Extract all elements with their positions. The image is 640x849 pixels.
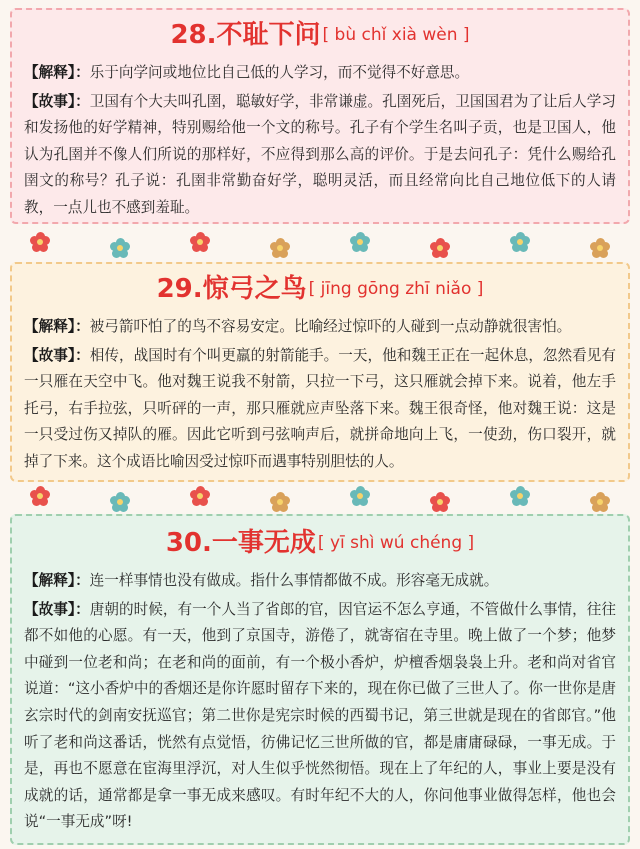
story-label: 【故事】： [24, 92, 90, 110]
idiom-title-28 [24, 22, 616, 60]
idiom-card-30 [10, 514, 630, 845]
explanation-label: 【解释】： [24, 64, 90, 81]
flower-decoration-icon [430, 238, 450, 258]
flower-decoration-icon [430, 492, 450, 512]
flower-decoration-icon [110, 492, 130, 512]
idiom-title-text: 28.不耻下问 [170, 20, 321, 50]
explanation-text: 乐于向学问或地位比自己低的人学习，而不觉得不好意思。 [89, 64, 470, 81]
idiom-story [24, 343, 616, 476]
explanation-label: 【解释】： [24, 318, 90, 335]
flower-decoration-icon [510, 232, 530, 252]
story-text: 卫国有个大夫叫孔圉，聪敏好学，非常谦虚。孔圉死后，卫国国君为了让后人学习和发扬他的好学精神，特别赐给他一个文的称号。孔子有个学生名叫子贡，也是卫国人，他认为孔圉并不像人们所说的那样好，不应得到那么高的评价。于是去问孔子：凭什么赐给孔圉文的称号？孔子说：孔圉非常勤奋好学，聪明灵活，而且经常向比自己地位低下的人请教，一点儿也不感到羞耻。 [24, 92, 616, 216]
flower-divider-2 [0, 484, 640, 514]
flower-decoration-icon [270, 238, 290, 258]
flower-decoration-icon [350, 232, 370, 252]
idiom-explanation [24, 568, 616, 595]
flower-decoration-icon [590, 238, 610, 258]
idiom-card-28 [10, 8, 630, 224]
idiom-story [24, 597, 616, 836]
explanation-label: 【解释】： [24, 572, 90, 589]
flower-decoration-icon [350, 486, 370, 506]
idiom-title-30 [24, 530, 616, 568]
flower-decoration-icon [110, 238, 130, 258]
flower-decoration-icon [30, 486, 50, 506]
story-text: 唐朝的时候，有一个人当了省郎的官，因官运不怎么亨通，不管做什么事情，往往都不如他的心愿。有一天，他到了京国寺，游倦了，就寄宿在寺里。晚上做了一个梦；他梦中碰到一位老和尚；在老和尚的面前，有一个极小香炉，炉檀香烟袅袅上升。老和尚对省官说道：“这小香炉中的香烟还是你许愿时留存下来的，现在你已做了三世人了。你一世你是唐玄宗时代的剑南安抚巡官；第二世你是宪宗时候的西蜀书记，第三世就是现在的省郎官。”他听了老和尚这番话，恍然有点觉悟，彷佛记忆三世所做的官，都是庸庸碌碌，一事无成。于是，再也不愿意在宦海里浮沉，对人生似乎恍然彻悟。现在上了年纪的人，事业上要是没有成就的话，通常都是拿一事无成来感叹。有时年纪不大的人，你问他事业做得怎样，他也会说“一事无成”呀! [24, 600, 616, 831]
flower-decoration-icon [510, 486, 530, 506]
story-label: 【故事】： [24, 346, 90, 364]
idiom-pinyin: [ jīng gōng zhī niǎo ] [308, 278, 484, 299]
idiom-card-29 [10, 262, 630, 482]
flower-divider-1 [0, 230, 640, 260]
idiom-title-text: 29.惊弓之鸟 [156, 274, 307, 304]
story-text: 相传，战国时有个叫更羸的射箭能手。一天，他和魏王正在一起休息，忽然看见有一只雁在天空中飞。他对魏王说我不射箭，只拉一下弓，这只雁就会掉下来。说着，他左手托弓，右手拉弦，只听砰的一声，那只雁就应声坠落下来。魏王很奇怪，他对魏王说：这是一只受过伤又掉队的雁。因此它听到弓弦响声后，就拼命地向上飞，一使劲，伤口裂开，就掉了下来。这个成语比喻因受过惊吓而遇事特别胆怯的人。 [24, 346, 616, 470]
idiom-pinyin: [ yī shì wú chéng ] [317, 532, 475, 553]
idiom-explanation [24, 60, 616, 87]
flower-decoration-icon [190, 232, 210, 252]
explanation-text: 连一样事情也没有做成。指什么事情都做不成。形容毫无成就。 [89, 572, 499, 589]
explanation-text: 被弓箭吓怕了的鸟不容易安定。比喻经过惊吓的人碰到一点动静就很害怕。 [89, 318, 572, 335]
idiom-story [24, 89, 616, 222]
story-label: 【故事】： [24, 600, 90, 618]
idiom-explanation [24, 314, 616, 341]
flower-decoration-icon [30, 232, 50, 252]
idiom-title-text: 30.一事无成 [165, 528, 316, 558]
idiom-title-29 [24, 276, 616, 314]
flower-decoration-icon [190, 486, 210, 506]
flower-decoration-icon [590, 492, 610, 512]
flower-decoration-icon [270, 492, 290, 512]
idiom-pinyin: [ bù chǐ xià wèn ] [322, 24, 470, 45]
